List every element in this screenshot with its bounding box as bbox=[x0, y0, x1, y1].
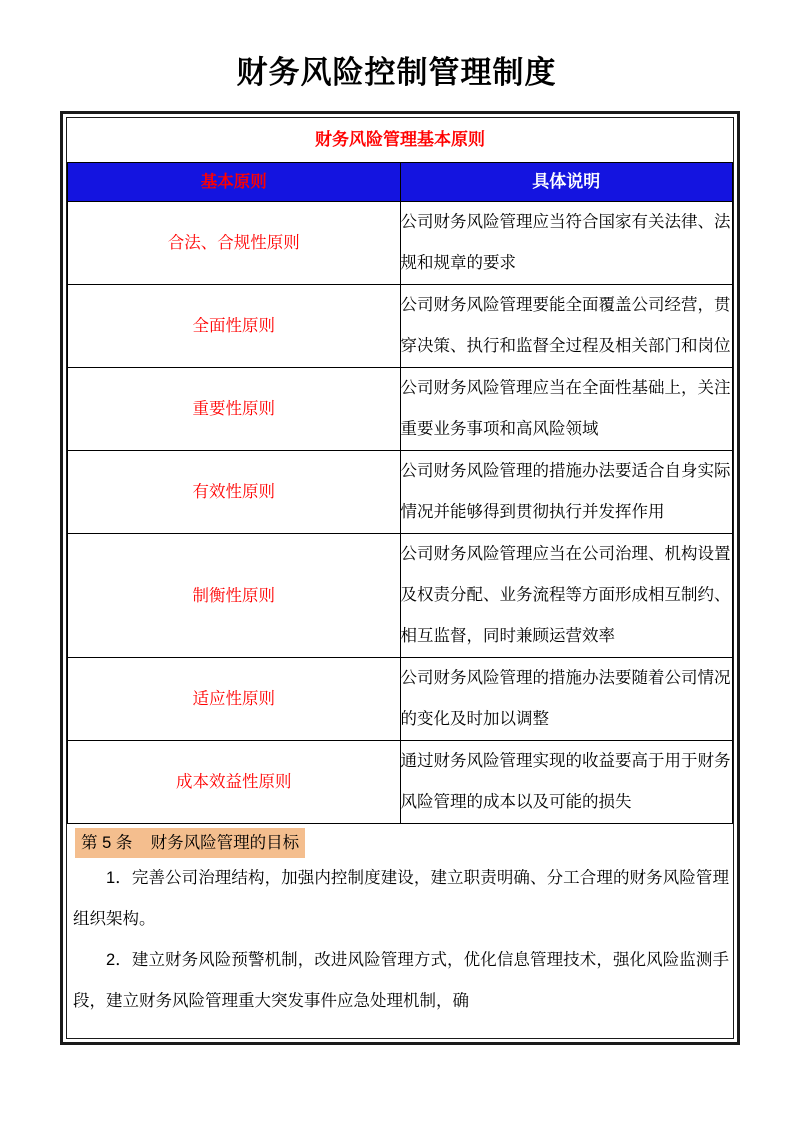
principle-name: 重要性原则 bbox=[68, 368, 401, 451]
content-inner bbox=[66, 117, 734, 1039]
table-row bbox=[68, 285, 733, 368]
table-caption-row bbox=[68, 118, 733, 163]
table-row bbox=[68, 451, 733, 534]
principle-description: 通过财务风险管理实现的收益要高于用于财务风险管理的成本以及可能的损失 bbox=[400, 741, 733, 824]
principle-name: 合法、合规性原则 bbox=[68, 202, 401, 285]
table-row bbox=[68, 534, 733, 658]
principle-description: 公司财务风险管理应当符合国家有关法律、法规和规章的要求 bbox=[400, 202, 733, 285]
table-header-row bbox=[68, 163, 733, 202]
principles-table bbox=[67, 118, 733, 824]
table-row bbox=[68, 658, 733, 741]
table-row bbox=[68, 202, 733, 285]
principle-description: 公司财务风险管理应当在全面性基础上，关注重要业务事项和高风险领域 bbox=[400, 368, 733, 451]
principle-name: 适应性原则 bbox=[68, 658, 401, 741]
principle-name: 成本效益性原则 bbox=[68, 741, 401, 824]
principle-description: 公司财务风险管理的措施办法要适合自身实际情况并能够得到贯彻执行并发挥作用 bbox=[400, 451, 733, 534]
content-frame bbox=[60, 111, 740, 1045]
principle-name: 有效性原则 bbox=[68, 451, 401, 534]
column-header-description: 具体说明 bbox=[400, 163, 733, 202]
table-row bbox=[68, 741, 733, 824]
principle-description: 公司财务风险管理要能全面覆盖公司经营，贯穿决策、执行和监督全过程及相关部门和岗位 bbox=[400, 285, 733, 368]
table-caption: 财务风险管理基本原则 bbox=[68, 118, 733, 163]
article-paragraph: 1．完善公司治理结构，加强内控制度建设，建立职责明确、分工合理的财务风险管理组织架构。 bbox=[73, 869, 729, 928]
table-row bbox=[68, 368, 733, 451]
principle-description: 公司财务风险管理应当在公司治理、机构设置及权责分配、业务流程等方面形成相互制约、相互监督，同时兼顾运营效率 bbox=[400, 534, 733, 658]
principle-name: 制衡性原则 bbox=[68, 534, 401, 658]
article-heading: 第 5 条 财务风险管理的目标 bbox=[75, 828, 305, 858]
principle-description: 公司财务风险管理的措施办法要随着公司情况的变化及时加以调整 bbox=[400, 658, 733, 741]
principle-name: 全面性原则 bbox=[68, 285, 401, 368]
article-paragraph: 2．建立财务风险预警机制，改进风险管理方式，优化信息管理技术，强化风险监测手段，建立财务风险管理重大突发事件应急处理机制，确 bbox=[73, 951, 729, 1010]
column-header-principle: 基本原则 bbox=[68, 163, 401, 202]
page-title: 财务风险控制管理制度 bbox=[236, 55, 557, 90]
article-heading-wrap bbox=[67, 824, 733, 858]
